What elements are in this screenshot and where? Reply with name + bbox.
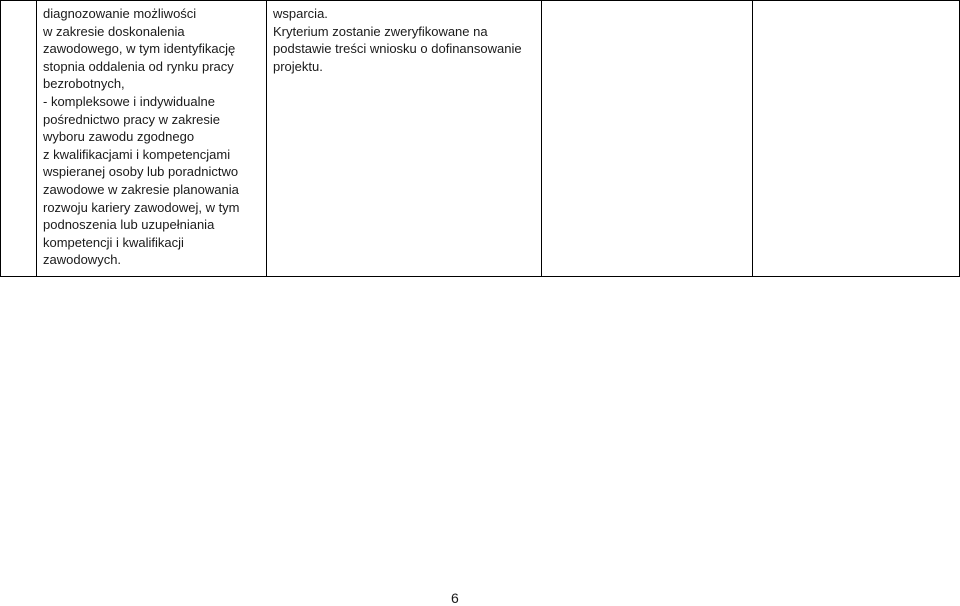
page-number: 6 bbox=[451, 590, 459, 606]
table-row bbox=[1, 1, 960, 277]
table-cell-empty-1 bbox=[542, 1, 753, 277]
description-text: diagnozowanie możliwości w zakresie doskonalenia zawodowego, w tym identyfikację stopnia oddalenia od rynku pracy bezrobotnych, - kompleksowe i indywidualne pośrednictwo pracy w zakresie wyboru zawodu zgodnego z kwalifikacjami i kompetencjami wspieranej osoby lub poradnictwo zawodowe w zakresie planowania rozwoju kariery zawodowej, w tym podnoszenia lub uzupełniania kompetencji i kwalifikacji zawodowych. bbox=[43, 6, 240, 268]
criteria-table bbox=[0, 0, 960, 277]
table-cell-empty-2 bbox=[753, 1, 960, 277]
verification-text: wsparcia. Kryterium zostanie zweryfikowane na podstawie treści wniosku o dofinansowanie projektu. bbox=[273, 6, 522, 74]
table-cell-number bbox=[1, 1, 37, 277]
table-cell-verification bbox=[267, 1, 542, 277]
table-cell-description bbox=[37, 1, 267, 277]
